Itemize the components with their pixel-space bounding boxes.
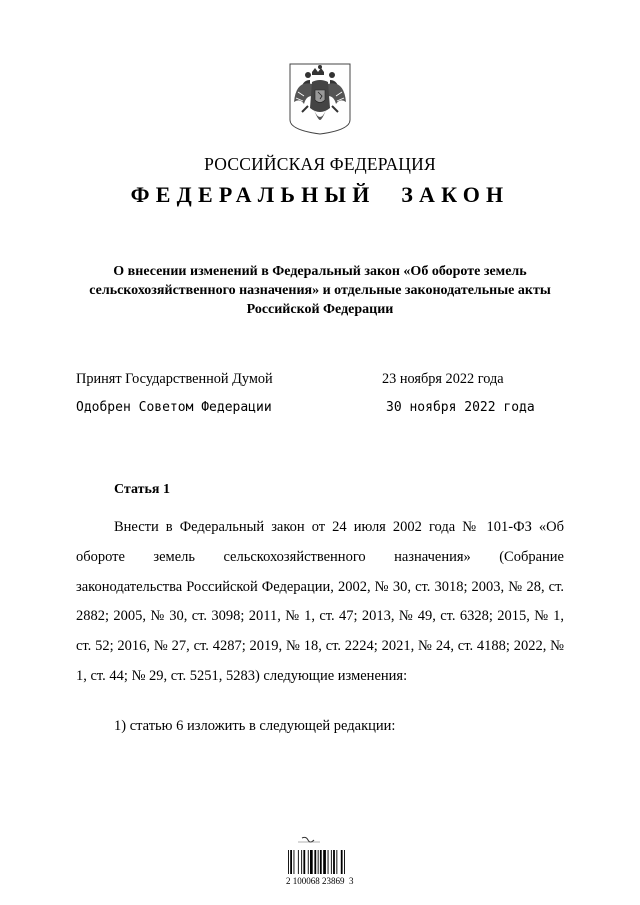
article-heading: Статья 1 [114, 482, 170, 497]
adoption-date: 23 ноября 2022 года [382, 371, 504, 387]
adoption-body: Одобрен Советом Федерации [76, 400, 272, 415]
law-title: О внесении изменений в Федеральный закон «Об обороте земель сельскохозяйственного назначения» и отдельные законодательные акты Российской Федерации [89, 264, 551, 317]
article-paragraph: Внести в Федеральный закон от 24 июля 2002 года № 101-ФЗ «Об обороте земель сельскохозяйственного назначения» (Собрание законодательства Российской Федерации, 2002, № 30, ст. 3018; 2003, № 28, ст. 2882; 2005, № 30, ст. 3098; 2011, № 1, ст. 47; 2013, № 49, ст. 6328; 2015, № 1, ст. 52; 2016, № 27, ст. 4287; 2019, № 18, ст. 2224; 2021, № 24, ст. 4188; 2022, № 1, ст. 44; № 29, ст. 5251, 5283) следующие изменения: [76, 519, 564, 684]
article-item-1: 1) статью 6 изложить в следующей редакции: [114, 718, 396, 734]
law-type-heading: ФЕДЕРАЛЬНЫЙ ЗАКОН [130, 182, 510, 207]
adoption-row-federation-council [76, 400, 546, 415]
country-name: РОССИЙСКАЯ ФЕДЕРАЦИЯ [204, 154, 436, 174]
barcode-number: 2 100068 23869 3 [286, 876, 354, 886]
adoption-body: Принят Государственной Думой [76, 371, 273, 387]
adoption-date: 30 ноября 2022 года [386, 400, 535, 415]
adoption-row-duma [76, 371, 546, 388]
russian-coat-of-arms-icon [288, 62, 352, 136]
